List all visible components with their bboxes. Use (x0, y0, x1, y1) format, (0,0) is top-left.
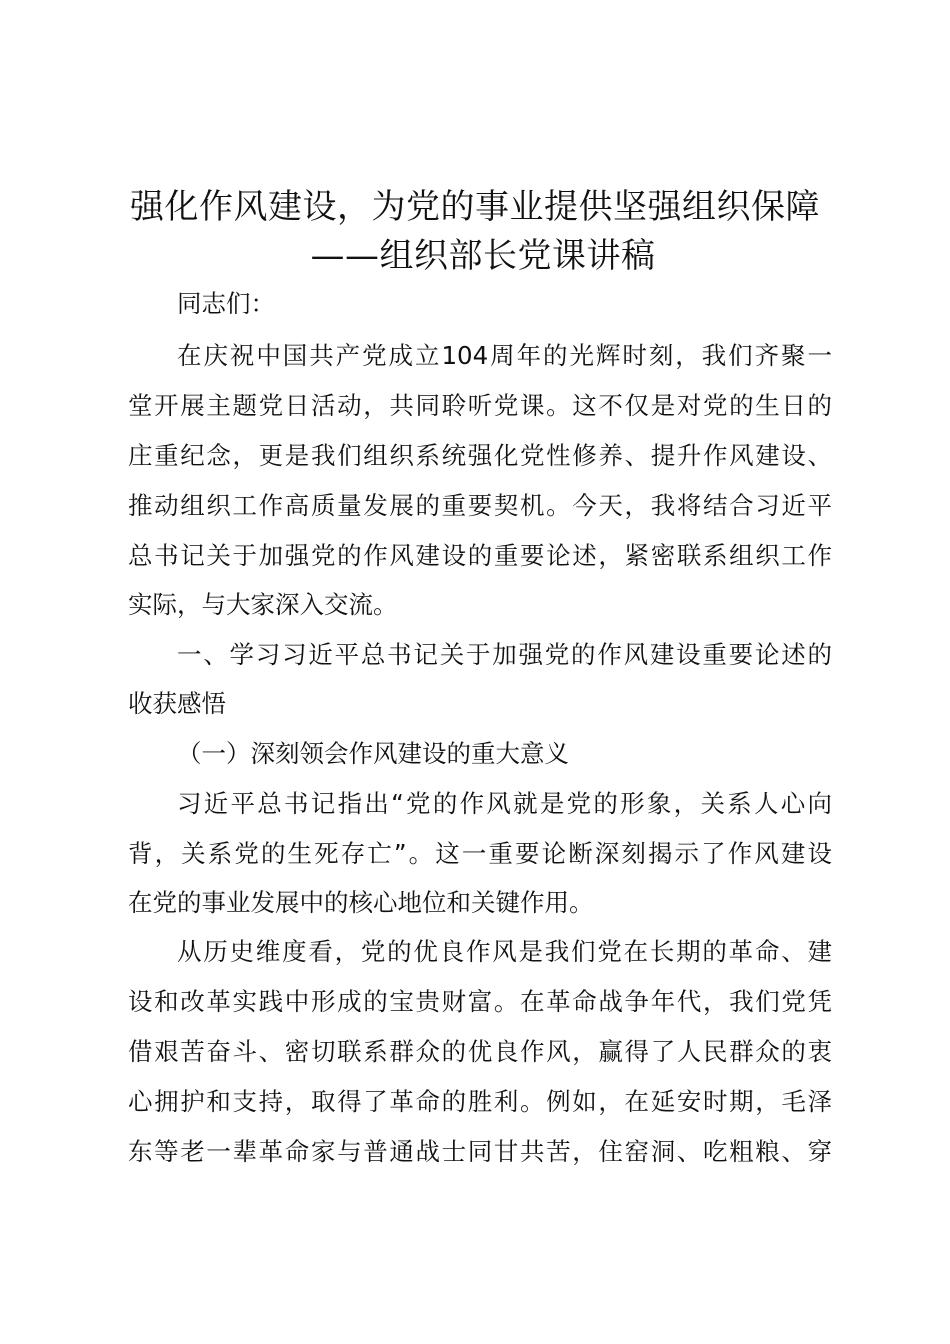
paragraph-line: 习近平总书记指出“党的作风就是党的形象，关系人心向 (177, 789, 832, 818)
salutation: 同志们： (177, 289, 275, 318)
paragraph-line: 背，关系党的生死存亡”。这一重要论断深刻揭示了作风建设 (128, 839, 832, 868)
paragraph-line: 在庆祝中国共产党成立104周年的光辉时刻，我们齐聚一 (177, 341, 832, 370)
paragraph-line: 推动组织工作高质量发展的重要契机。今天，我将结合习近平 (128, 491, 832, 520)
paragraph-line: 东等老一辈革命家与普通战士同甘共苦，住窑洞、吃粗粮、穿 (128, 1137, 832, 1166)
section-heading: 收获感悟 (128, 689, 226, 718)
paragraph-line: 庄重纪念，更是我们组织系统强化党性修养、提升作风建设、 (128, 441, 832, 470)
paragraph-line: 从历史维度看，党的优良作风是我们党在长期的革命、建 (177, 937, 832, 966)
document-subtitle: ——组织部长党课讲稿 (310, 236, 656, 276)
paragraph-line: 实际，与大家深入交流。 (128, 590, 398, 619)
paragraph-line: 设和改革实践中形成的宝贵财富。在革命战争年代，我们党凭 (128, 987, 832, 1016)
section-heading: 一、学习习近平总书记关于加强党的作风建设重要论述的 (177, 640, 832, 669)
paragraph-line: 在党的事业发展中的核心地位和关键作用。 (128, 888, 594, 917)
document-title: 强化作风建设，为党的事业提供坚强组织保障 (130, 187, 820, 227)
paragraph-line: 堂开展主题党日活动，共同聆听党课。这不仅是对党的生日的 (128, 391, 832, 420)
paragraph-line: 借艰苦奋斗、密切联系群众的优良作风，赢得了人民群众的衷 (128, 1037, 832, 1066)
paragraph-line: 总书记关于加强党的作风建设的重要论述，紧密联系组织工作 (128, 541, 832, 570)
subsection-heading: （一）深刻领会作风建设的重大意义 (177, 739, 569, 768)
paragraph-line: 心拥护和支持，取得了革命的胜利。例如，在延安时期，毛泽 (128, 1087, 832, 1116)
